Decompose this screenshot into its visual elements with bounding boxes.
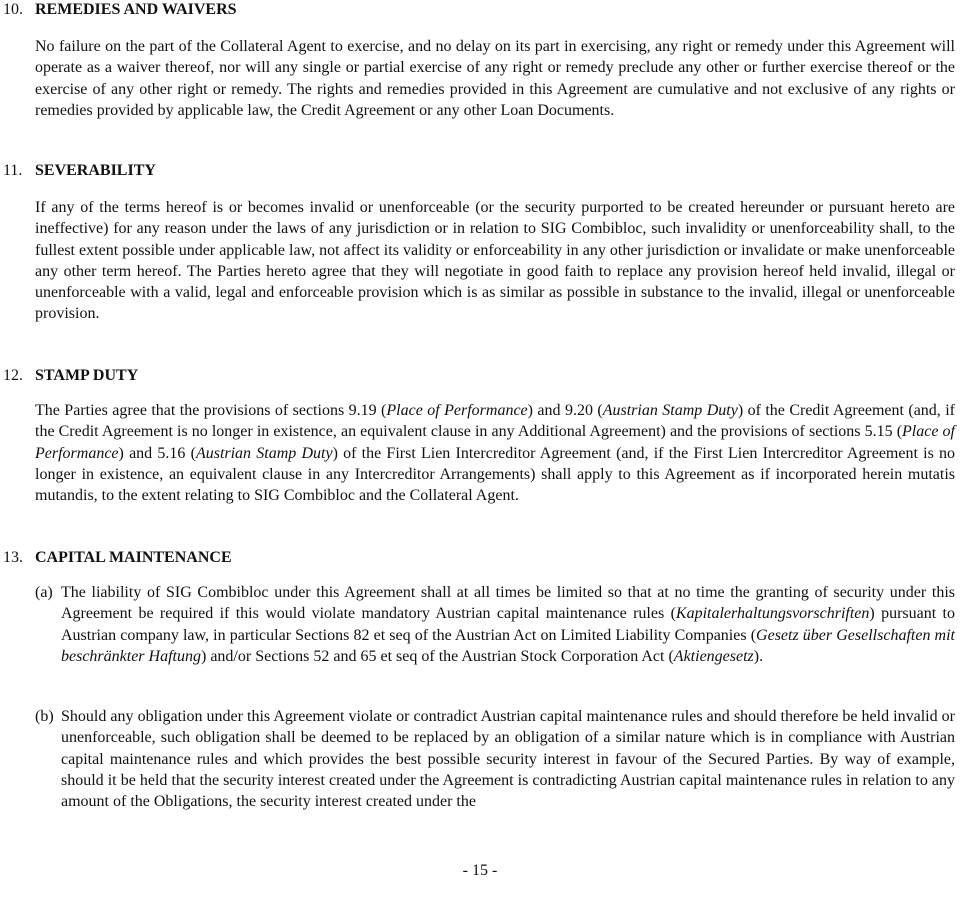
section-number: 10. bbox=[3, 1, 23, 18]
subclause-a-body: The liability of SIG Combibloc under this Agreement shall at all times be limited so that at no time the granting of security under this Agreement be required if this would violate mandatory Austrian capital maintenance rules (Kapitalerhaltungsvorschriften) pursuant to Austrian company law, in particular Sections 82 et seq of the Austrian Act on Limited Liability Companies (Gesetz über Gesellschaften mit beschränkter Haftung) and/or Sections 52 and 65 et seq of the Austrian Stock Corporation Act (Aktiengesetz). bbox=[61, 584, 956, 665]
section-title: CAPITAL MAINTENANCE bbox=[35, 549, 232, 566]
subclause-label: (b) bbox=[35, 708, 54, 725]
section-12-heading bbox=[3, 366, 138, 386]
section-13-heading bbox=[3, 548, 232, 568]
section-11-heading bbox=[3, 161, 156, 181]
subclause-a bbox=[35, 582, 955, 667]
subclause-label: (a) bbox=[35, 584, 53, 601]
section-11-body: If any of the terms hereof is or becomes invalid or unenforceable (or the security purported to be created hereunder or pursuant hereto are ineffective) for any reason under the laws of any jurisdiction or in relation to SIG Combibloc, such invalidity or unenforceability shall, to the fullest extent possible under applicable law, not affect its validity or enforceability in any other jurisdiction or invalidate or make unenforceable any other term hereof. The Parties hereto agree that they will negotiate in good faith to replace any provision hereof held invalid, illegal or unenforceable with a valid, legal and enforceable provision which is as similar as possible in substance to the invalid, illegal or unenforceable provision. bbox=[35, 199, 955, 323]
section-12-body: The Parties agree that the provisions of sections 9.19 (Place of Performance) and 9.20 (Austrian Stamp Duty) of the Credit Agreement (and, if the Credit Agreement is no longer in existence, an equivalent clause in any Additional Agreement) and the provisions of sections 5.15 (Place of Performance) and 5.16 (Austrian Stamp Duty) of the First Lien Intercreditor Agreement (and, if the First Lien Intercreditor Agreement is no longer in existence, an equivalent clause in any Intercreditor Arrangements) shall apply to this Agreement as if incorporated herein mutatis mutandis, to the extent relating to SIG Combibloc and the Collateral Agent. bbox=[35, 402, 956, 505]
section-title: STAMP DUTY bbox=[35, 367, 139, 384]
page-number: - 15 - bbox=[462, 862, 498, 879]
subclause-b-body: Should any obligation under this Agreement violate or contradict Austrian capital maintenance rules and should therefore be held invalid or unenforceable, such obligation shall be deemed to be replaced by an obligation of a similar nature which is in compliance with Austrian capital maintenance rules and which provides the best possible security interest in favour of the Secured Parties. By way of example, should it be held that the security interest created under the Agreement is contradicting Austrian capital maintenance rules in relation to any amount of the Obligations, the security interest created under the bbox=[61, 708, 955, 811]
section-number: 13. bbox=[3, 549, 23, 566]
section-10-body: No failure on the part of the Collateral Agent to exercise, and no delay on its part in exercising, any right or remedy under this Agreement will operate as a waiver thereof, nor will any single or partial exercise of any right or remedy preclude any other or further exercise thereof or the exercise of any other right or remedy. The rights and remedies provided in this Agreement are cumulative and not exclusive of any rights or remedies provided by applicable law, the Credit Agreement or any other Loan Documents. bbox=[35, 38, 955, 119]
section-10-heading bbox=[3, 0, 237, 20]
section-title: SEVERABILITY bbox=[35, 162, 156, 179]
section-number: 12. bbox=[3, 367, 23, 384]
section-number: 11. bbox=[3, 162, 23, 179]
section-title: REMEDIES AND WAIVERS bbox=[35, 1, 237, 18]
subclause-b bbox=[35, 706, 955, 812]
